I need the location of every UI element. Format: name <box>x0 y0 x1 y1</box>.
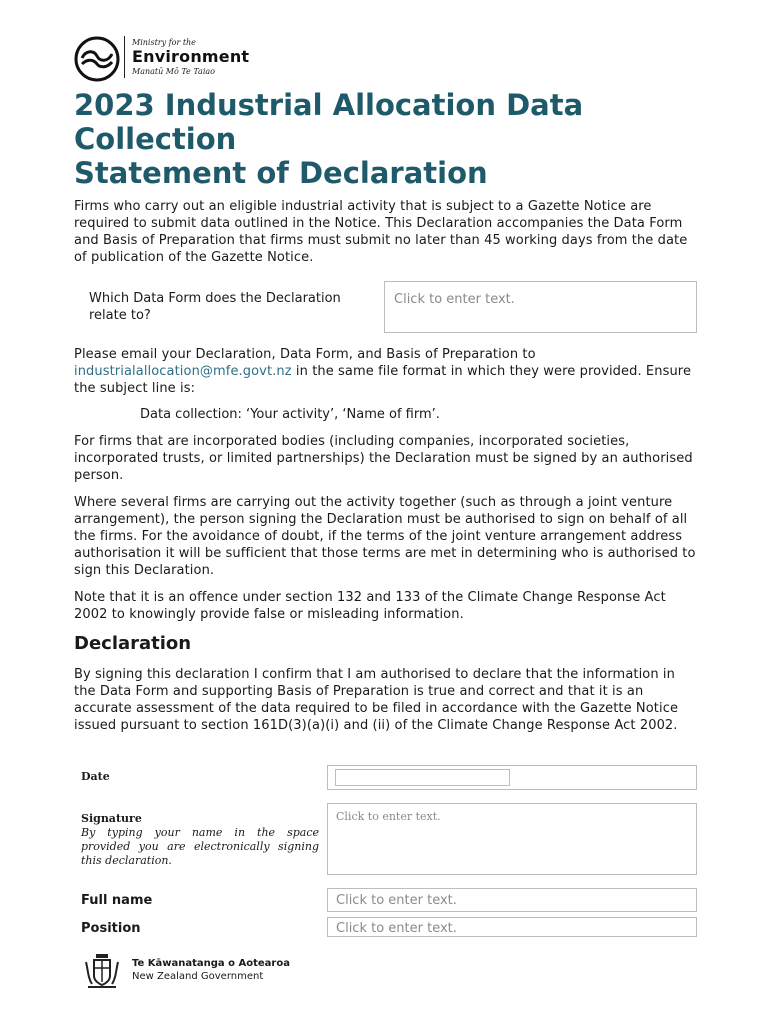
email-text-before: Please email your Declaration, Data Form, and Basis of Preparation to <box>74 347 536 362</box>
logo-divider <box>124 36 125 78</box>
declaration-heading: Declaration <box>74 633 192 654</box>
logo-small-text: Ministry for the <box>132 38 196 47</box>
email-link[interactable]: industrialallocation@mfe.govt.nz <box>74 364 292 379</box>
government-logo <box>80 948 290 992</box>
incorporated-paragraph: For firms that are incorporated bodies (including companies, incorporated societies, incorporated trusts, or limited partnerships) the Declaration must be signed by an authorised person. <box>74 434 693 483</box>
data-form-question-label: Which Data Form does the Declaration relate to? <box>89 291 341 323</box>
position-input-placeholder: Click to enter text. <box>336 921 457 936</box>
gov-name-maori: Te Kāwanatanga o Aotearoa <box>132 958 290 969</box>
signature-input[interactable] <box>327 803 697 875</box>
signature-label: Signature <box>81 812 142 825</box>
ministry-logo <box>74 36 254 84</box>
title-line-2: Collection <box>74 122 237 156</box>
date-input[interactable] <box>335 769 510 786</box>
coat-of-arms-icon <box>80 948 124 992</box>
joint-venture-paragraph: Where several firms are carrying out the activity together (such as through a joint venture arrangement), the person signing the Declaration must be authorised to sign on behalf of all the firms. For the avoidance of doubt, if the terms of the joint venture arrangement address authorisation it will be sufficient that those terms are met in determining who is authorised to sign this Declaration. <box>74 495 696 578</box>
full-name-input[interactable] <box>327 888 697 912</box>
declaration-paragraph: By signing this declaration I confirm that I am authorised to declare that the information in the Data Form and supporting Basis of Preparation is true and correct and that it is an accurate assessment of the data required to be filed in accordance with the Gazette Notice issued pursuant to section 161D(3)(a)(i) and (ii) of the Climate Change Response Act 2002. <box>74 667 679 733</box>
signature-input-placeholder: Click to enter text. <box>336 810 441 823</box>
position-input[interactable] <box>327 917 697 937</box>
logo-main-text: Environment <box>132 47 250 66</box>
date-field-frame <box>327 765 697 790</box>
full-name-label: Full name <box>81 893 153 908</box>
logo-maori-text: Manatū Mō Te Taiao <box>132 67 215 76</box>
full-name-input-placeholder: Click to enter text. <box>336 893 457 908</box>
data-form-input[interactable] <box>384 281 697 333</box>
date-label: Date <box>81 770 110 783</box>
page-title <box>74 88 694 190</box>
position-label: Position <box>81 921 141 936</box>
title-line-3: Statement of Declaration <box>74 156 488 190</box>
data-form-input-placeholder: Click to enter text. <box>394 292 515 307</box>
intro-paragraph: Firms who carry out an eligible industrial activity that is subject to a Gazette Notice are required to submit data outlined in the Notice. This Declaration accompanies the Data Form and Basis of Preparation that firms must submit no later than 45 working days from the date of publication of the Gazette Notice. <box>74 199 688 265</box>
title-line-1: 2023 Industrial Allocation Data <box>74 88 584 122</box>
offence-paragraph: Note that it is an offence under section 132 and 133 of the Climate Change Response Act 2002 to knowingly provide false or misleading information. <box>74 590 666 622</box>
ministry-logo-icon <box>74 36 120 82</box>
gov-name-english: New Zealand Government <box>132 971 264 982</box>
email-paragraph <box>74 346 698 397</box>
subject-line-example: Data collection: ‘Your activity’, ‘Name of firm’. <box>140 407 440 422</box>
signature-note: By typing your name in the space provided you are electronically signing this declaration. <box>81 826 319 867</box>
email-text-after: in the same file format in which they were provided. Ensure the subject line is: <box>74 364 692 396</box>
